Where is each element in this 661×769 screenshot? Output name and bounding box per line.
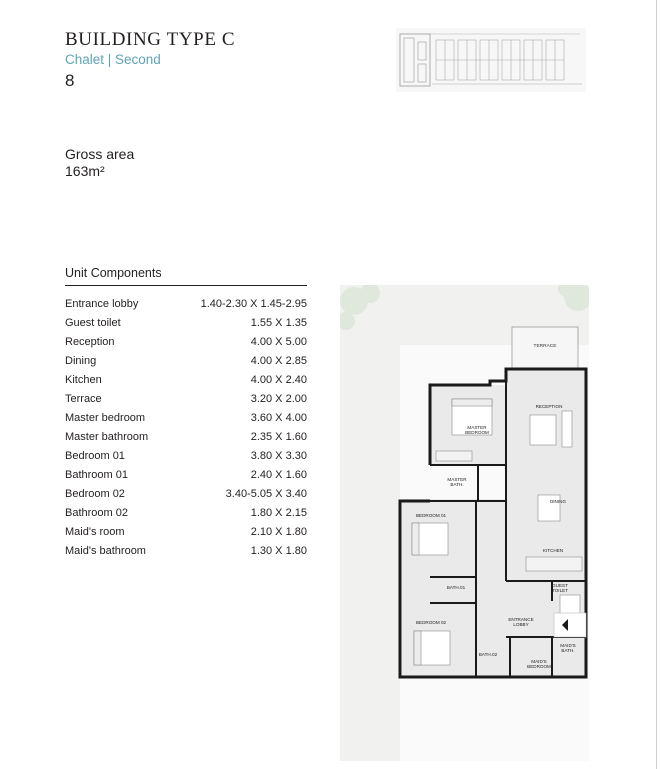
- dining-label: DINING: [549, 499, 567, 504]
- entrance-lobby-label-2: LOBBY: [513, 622, 529, 627]
- component-dimensions: 4.00 X 2.40: [250, 373, 307, 386]
- component-dimensions: 3.20 X 2.00: [250, 392, 307, 405]
- component-name: Guest toilet: [65, 316, 121, 329]
- guest-toilet-label-2: TOILET: [552, 588, 568, 593]
- page-subtitle: Chalet | Second: [65, 52, 161, 67]
- master-bedroom-label-2: BEDROOM: [465, 430, 489, 435]
- component-name: Bedroom 02: [65, 487, 125, 500]
- reception-label: RECEPTION: [535, 404, 563, 409]
- bath-01-label: BATH.01: [446, 585, 466, 590]
- unit-number: 8: [65, 71, 75, 90]
- component-dimensions: 2.40 X 1.60: [250, 468, 307, 481]
- component-name: Terrace: [65, 392, 102, 405]
- component-name: Bathroom 02: [65, 506, 128, 519]
- bedroom-01-label: BEDROOM 01: [415, 513, 447, 518]
- component-dimensions: 4.00 X 2.85: [250, 354, 307, 367]
- maids-bath-label: MAID'S: [560, 643, 576, 648]
- component-dimensions: 3.40-5.05 X 3.40: [225, 487, 307, 500]
- terrace-label: TERRACE: [533, 344, 557, 349]
- page-edge-rule: [656, 0, 657, 769]
- page-title: BUILDING TYPE C: [65, 29, 236, 50]
- component-name: Maid's room: [65, 525, 125, 538]
- component-row: [65, 294, 307, 313]
- floor-plan: [340, 285, 589, 761]
- component-row: [65, 313, 307, 332]
- component-dimensions: 1.55 X 1.35: [250, 316, 307, 329]
- bedroom-02-label: BEDROOM 02: [415, 620, 447, 625]
- master-bath-label: MASTER: [447, 477, 467, 482]
- component-name: Dining: [65, 354, 97, 367]
- maids-bath-label-2: BATH.: [561, 648, 575, 653]
- component-row: [65, 370, 307, 389]
- component-row: [65, 446, 307, 465]
- component-dimensions: 3.80 X 3.30: [250, 449, 307, 462]
- maids-bedroom-label-2: BEDROOM: [527, 664, 551, 669]
- component-name: Reception: [65, 335, 115, 348]
- master-bath-label-2: BATH.: [450, 482, 464, 487]
- component-row: [65, 541, 307, 560]
- bath-02-label: BATH.02: [478, 652, 498, 657]
- component-name: Master bedroom: [65, 411, 146, 424]
- component-row: [65, 522, 307, 541]
- component-name: Bathroom 01: [65, 468, 128, 481]
- maids-bedroom-label: MAID'S: [531, 659, 547, 664]
- gross-area-value: 163m²: [65, 163, 105, 179]
- component-name: Bedroom 01: [65, 449, 125, 462]
- unit-components-divider: [65, 285, 307, 286]
- kitchen-label: KITCHEN: [542, 548, 564, 553]
- component-dimensions: 1.30 X 1.80: [250, 544, 307, 557]
- component-dimensions: 2.35 X 1.60: [250, 430, 307, 443]
- unit-components-table: [65, 294, 307, 560]
- component-dimensions: 1.40-2.30 X 1.45-2.95: [200, 297, 307, 310]
- entrance-lobby-label: ENTRANCE: [508, 617, 534, 622]
- component-row: [65, 484, 307, 503]
- guest-toilet-label: GUEST: [552, 583, 568, 588]
- building-elevation-thumbnail: [396, 28, 586, 92]
- component-dimensions: 1.80 X 2.15: [250, 506, 307, 519]
- component-dimensions: 2.10 X 1.80: [250, 525, 307, 538]
- component-row: [65, 389, 307, 408]
- component-row: [65, 427, 307, 446]
- component-row: [65, 332, 307, 351]
- component-name: Entrance lobby: [65, 297, 139, 310]
- unit-components-title: Unit Components: [65, 266, 162, 280]
- component-dimensions: 3.60 X 4.00: [250, 411, 307, 424]
- component-row: [65, 465, 307, 484]
- component-row: [65, 408, 307, 427]
- floor-plan-drawing: [340, 285, 589, 761]
- component-name: Maid's bathroom: [65, 544, 146, 557]
- component-row: [65, 503, 307, 522]
- component-row: [65, 351, 307, 370]
- component-name: Master bathroom: [65, 430, 149, 443]
- master-bedroom-label: MASTER: [467, 425, 487, 430]
- gross-area-label: Gross area: [65, 146, 135, 162]
- entrance-marker: [554, 613, 586, 637]
- component-dimensions: 4.00 X 5.00: [250, 335, 307, 348]
- component-name: Kitchen: [65, 373, 102, 386]
